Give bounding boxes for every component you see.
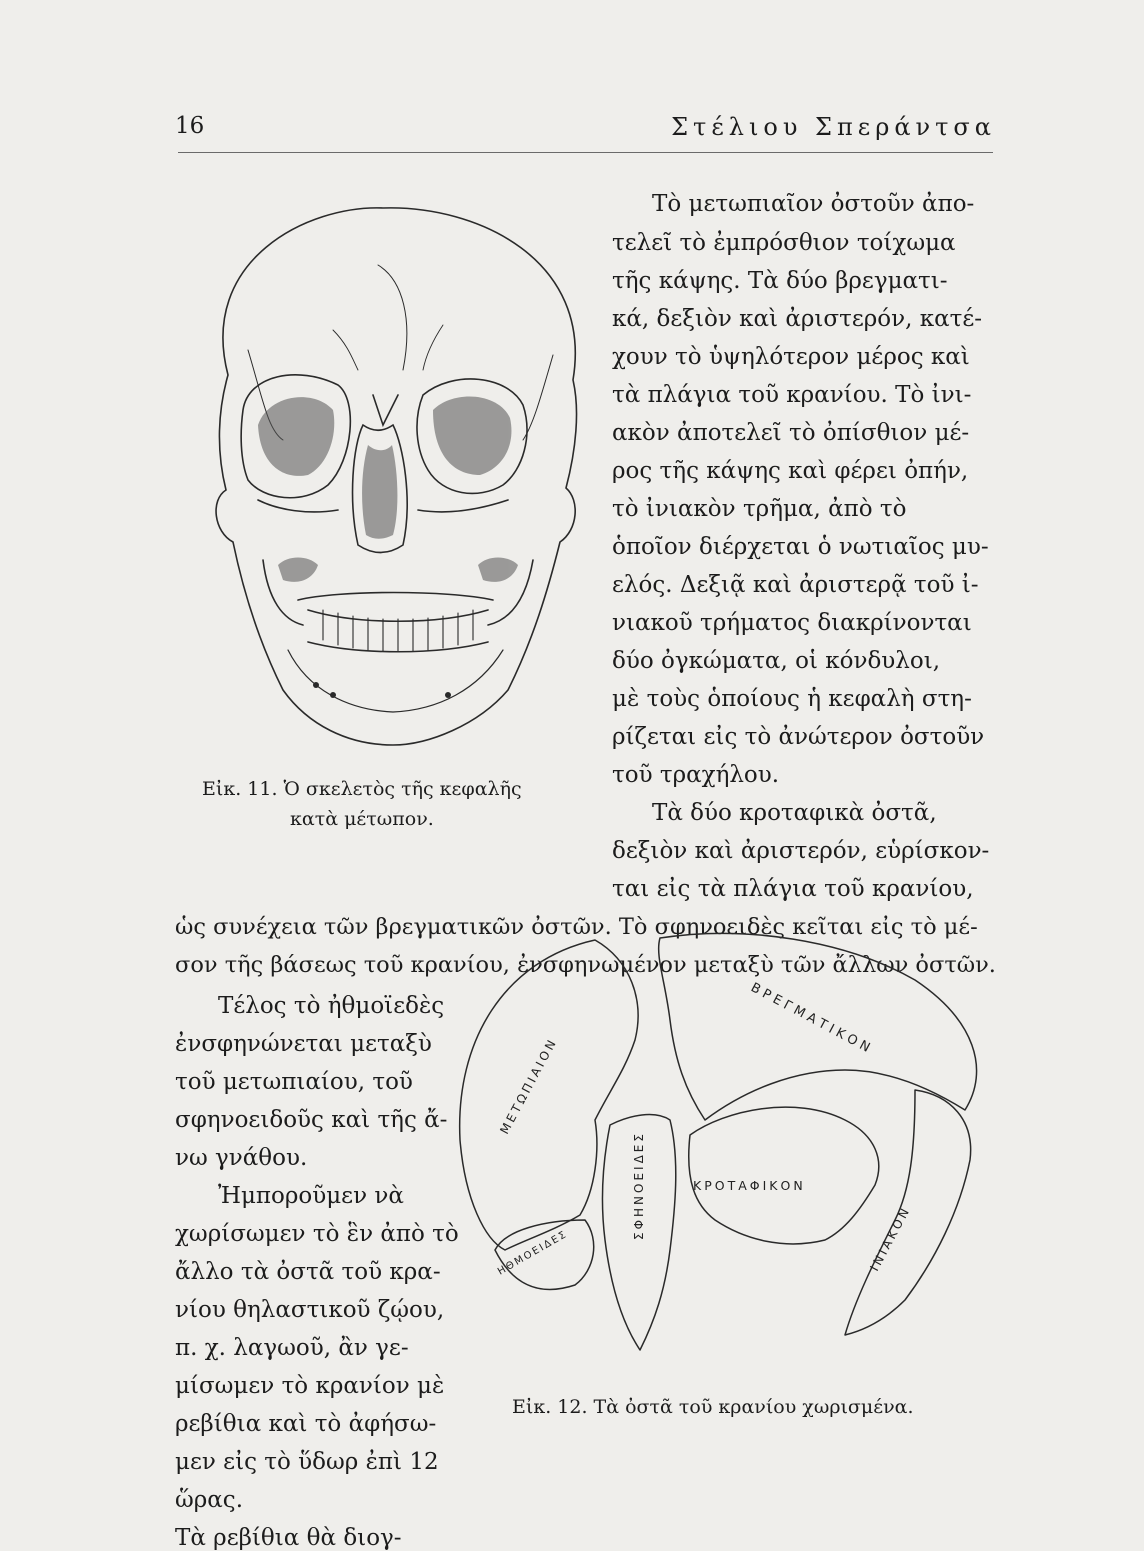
text-line: ακὸν ἀποτελεῖ τὸ ὀπίσθιον μέ- [612, 420, 970, 446]
text-line: τοῦ μετωπιαίου, τοῦ [175, 1069, 413, 1095]
skull-front-illustration [188, 170, 608, 770]
label-frontal: ΜΕΤΩΠΙΑΙΟΝ [497, 1035, 560, 1137]
text-line: νω γνάθου. [175, 1145, 308, 1171]
label-occipital: ΙΝΙΑΚΟΝ [867, 1203, 914, 1274]
text-line: ρίζεται εἰς τὸ ἀνώτερον ὀστοῦν [612, 724, 985, 750]
frontal-bone-outline [460, 940, 638, 1250]
text-line: π. χ. λαγωοῦ, ἂν γε- [175, 1335, 409, 1361]
figure-11-caption-line-2: κατὰ μέτωπον. [290, 808, 434, 830]
text-line: δεξιὸν καὶ ἀριστερόν, εὑρίσκον- [612, 838, 990, 864]
text-line: σφηνοειδοῦς καὶ τῆς ἄ- [175, 1107, 448, 1133]
text-line: ἐνσφηνώνεται μεταξὺ [175, 1031, 432, 1057]
text-line: χωρίσωμεν τὸ ἓν ἀπὸ τὸ [175, 1221, 459, 1247]
text-line: ρος τῆς κάψης καὶ φέρει ὀπήν, [612, 458, 969, 484]
text-line: σον τῆς βάσεως τοῦ κρανίου, ἐνσφηνωμένον μεταξὺ τῶν ἄλλων ὀστῶν. [175, 952, 996, 978]
page-number: 16 [175, 113, 205, 139]
text-line: μίσωμεν τὸ κρανίον μὲ [175, 1373, 445, 1399]
text-line: ελός. Δεξιᾷ καὶ ἀριστερᾷ τοῦ ἰ- [612, 572, 979, 598]
label-temporal: ΚΡΟΤΑΦΙΚΟΝ [693, 1178, 806, 1193]
text-line: Ἠμποροῦμεν νὰ [218, 1183, 404, 1209]
text-line: Τὰ δύο κροταφικὰ ὀστᾶ, [652, 800, 937, 826]
text-line: ὥρας. [175, 1487, 244, 1513]
text-line: ται εἰς τὰ πλάγια τοῦ κρανίου, [612, 876, 974, 902]
skull-bones-diagram [445, 920, 1000, 1380]
text-line: μεν εἰς τὸ ὕδωρ ἐπὶ 12 [175, 1449, 439, 1475]
text-line: τῆς κάψης. Τὰ δύο βρεγματι- [612, 268, 948, 294]
text-line: τὰ πλάγια τοῦ κρανίου. Τὸ ἰνι- [612, 382, 972, 408]
label-parietal: ΒΡΕΓΜΑΤΙΚΟΝ [748, 980, 876, 1058]
text-line: νιακοῦ τρήματος διακρίνονται [612, 610, 972, 636]
text-line: ὁποῖον διέρχεται ὁ νωτιαῖος μυ- [612, 534, 989, 560]
label-ethmoid: ΗΘΜΟΕΙΔΕΣ [496, 1228, 570, 1278]
ethmoid-bone-outline [495, 1220, 594, 1289]
figure-11-caption-line-1: Εἰκ. 11. Ὁ σκελετὸς τῆς κεφαλῆς [202, 778, 522, 800]
text-line: ἄλλο τὰ ὀστᾶ τοῦ κρα- [175, 1259, 441, 1285]
text-line: ὡς συνέχεια τῶν βρεγματικῶν ὀστῶν. Τὸ σφηνοειδὲς κεῖται εἰς τὸ μέ- [175, 914, 978, 940]
text-line: Τὰ ρεβίθια θὰ διογ- [175, 1525, 402, 1551]
text-line: Τέλος τὸ ἠθμοϊεδὲς [218, 993, 445, 1019]
text-line: τὸ ἰνιακὸν τρῆμα, ἀπὸ τὸ [612, 496, 907, 522]
text-line: ρεβίθια καὶ τὸ ἀφήσω- [175, 1411, 437, 1437]
text-line: Τὸ μετωπιαῖον ὀστοῦν ἀπο- [652, 191, 975, 217]
running-header-author: Στέλιου Σπεράντσα [671, 113, 996, 141]
text-line: δύο ὀγκώματα, οἱ κόνδυλοι, [612, 648, 941, 674]
text-line: χουν τὸ ὑψηλότερον μέρος καὶ [612, 344, 970, 370]
text-line: μὲ τοὺς ὁποίους ἡ κεφαλὴ στη- [612, 686, 972, 712]
text-line: νίου θηλαστικοῦ ζῴου, [175, 1297, 445, 1323]
label-sphenoid: ΣΦΗΝΟΕΙΔΕΣ [632, 1131, 646, 1240]
header-rule [178, 152, 993, 153]
text-line: τελεῖ τὸ ἐμπρόσθιον τοίχωμα [612, 230, 956, 256]
text-line: κά, δεξιὸν καὶ ἀριστερόν, κατέ- [612, 306, 983, 332]
temporal-bone-outline [689, 1107, 879, 1244]
figure-12-caption: Εἰκ. 12. Τὰ ὀστᾶ τοῦ κρανίου χωρισμένα. [512, 1396, 914, 1418]
text-line: τοῦ τραχήλου. [612, 762, 780, 788]
